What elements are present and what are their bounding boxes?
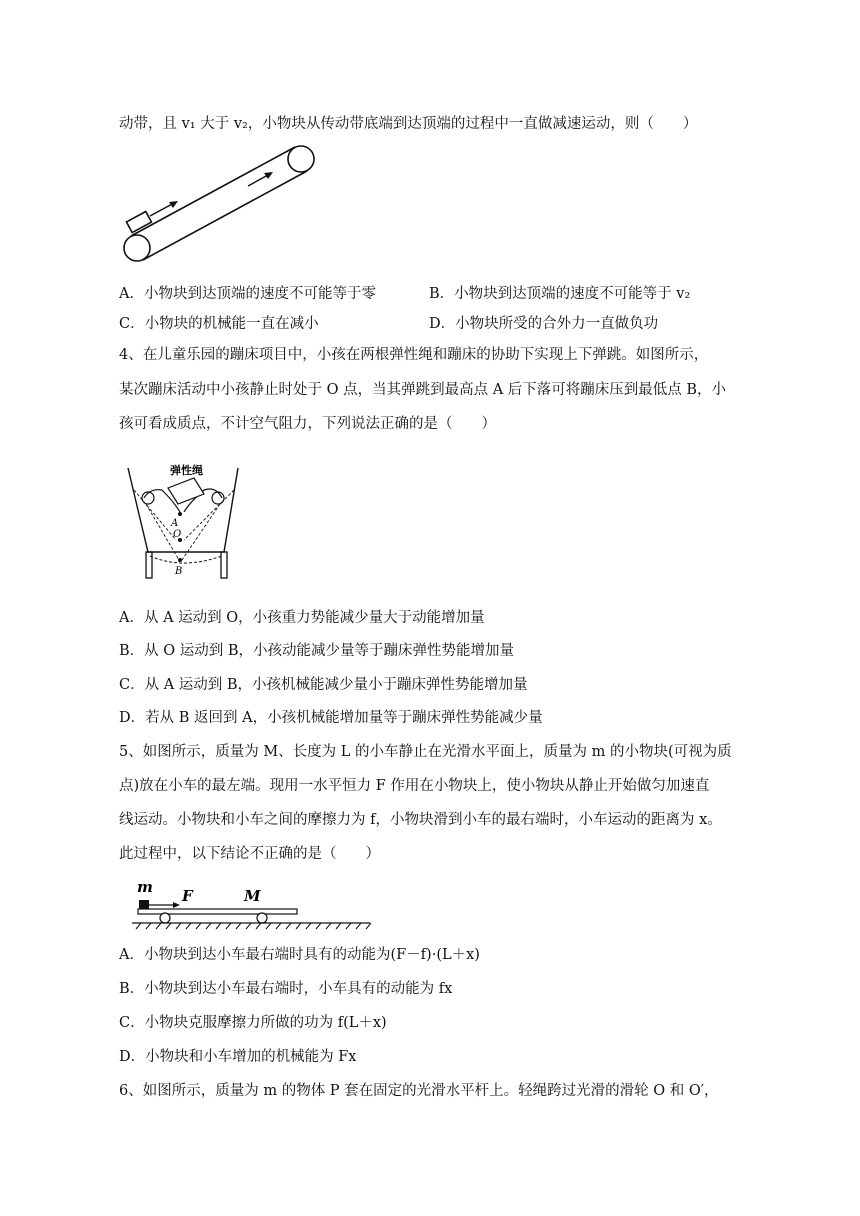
q6-stem: 6、如图所示，质量为 m 的物体 P 套在固定的光滑水平杆上。轻绳跨过光滑的滑轮 O 和 O′， <box>119 1083 719 1099</box>
q5-stem-line-3: 线运动。小物块和小车之间的摩擦力为 f，小物块滑到小车的最右端时，小车运动的距离为 x。 <box>119 812 722 828</box>
cart-block-figure <box>132 876 376 930</box>
point-o-label: O <box>173 529 182 540</box>
point-a-label: A <box>171 518 179 529</box>
q4-option-d: D．若从 B 返回到 A，小孩机械能增加量等于蹦床弹性势能减少量 <box>119 710 543 726</box>
trampoline-rope-label: 弹性绳 <box>170 465 203 477</box>
trampoline-figure <box>124 460 244 582</box>
q5-option-a: A．小物块到达小车最右端时具有的动能为(F－f)·(L＋x) <box>119 947 480 963</box>
q4-stem-line-1: 4、在儿童乐园的蹦床项目中，小孩在两根弹性绳和蹦床的协助下实现上下弹跳。如图所示， <box>119 347 709 363</box>
q5-stem-line-1: 5、如图所示，质量为 M、长度为 L 的小车静止在光滑水平面上，质量为 m 的小物块(可视为质 <box>119 744 732 760</box>
q3-option-c: C．小物块的机械能一直在减小 <box>119 316 319 332</box>
q4-stem-line-3: 孩可看成质点，不计空气阻力，下列说法正确的是（ ） <box>119 416 496 432</box>
q5-option-b: B．小物块到达小车最右端时，小车具有的动能为 fx <box>119 981 453 997</box>
q3-option-a: A．小物块到达顶端的速度不可能等于零 <box>119 286 376 302</box>
q5-option-c: C．小物块克服摩擦力所做的功为 f(L＋x) <box>119 1015 387 1031</box>
force-f-label: F <box>182 887 193 905</box>
q5-option-d: D．小物块和小车增加的机械能为 Fx <box>119 1049 357 1065</box>
q4-stem-line-2: 某次蹦床活动中小孩静止时处于 O 点，当其弹跳到最高点 A 后下落可将蹦床压到最低点 B，小 <box>119 382 727 398</box>
q3-stem: 动带，且 v₁ 大于 v₂，小物块从传动带底端到达顶端的过程中一直做减速运动，则（ ） <box>119 116 698 132</box>
q3-option-d: D．小物块所受的合外力一直做负功 <box>429 316 659 332</box>
conveyor-belt-figure <box>118 142 318 264</box>
q4-option-c: C．从 A 运动到 B，小孩机械能减少量小于蹦床弹性势能增加量 <box>119 677 528 693</box>
mass-cap-m-label: M <box>244 887 261 905</box>
q5-stem-line-2: 点)放在小车的最左端。现用一水平恒力 F 作用在小物块上，使小物块从静止开始做匀加速直 <box>119 778 710 794</box>
q5-stem-line-4: 此过程中，以下结论不正确的是（ ） <box>119 846 380 862</box>
point-b-label: B <box>175 566 183 577</box>
q4-option-a: A．从 A 运动到 O，小孩重力势能减少量大于动能增加量 <box>119 610 485 626</box>
q4-option-b: B．从 O 运动到 B，小孩动能减少量等于蹦床弹性势能增加量 <box>119 643 515 659</box>
q3-option-b: B．小物块到达顶端的速度不可能等于 v₂ <box>429 286 691 302</box>
mass-m-label: m <box>137 878 153 896</box>
